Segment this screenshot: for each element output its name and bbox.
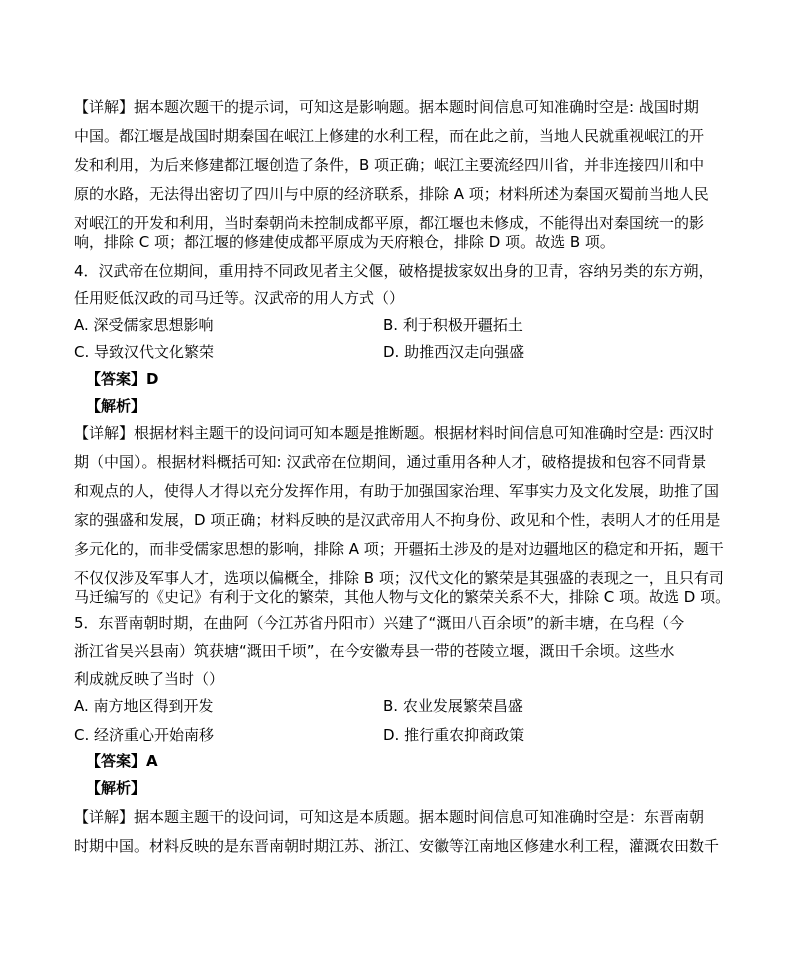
q5-option-d: D. 推行重农抑商政策 (383, 726, 525, 744)
q5-stem-line-1: 5．东晋南朝时期，在曲阿（今江苏省丹阳市）兴建了“溉田八百余顷”的新丰塘，在乌程（今 (74, 614, 685, 632)
q5-option-c: C. 经济重心开始南移 (74, 726, 215, 744)
q5-option-b: B. 农业发展繁荣昌盛 (383, 697, 523, 715)
q5-stem-line-3: 利成就反映了当时（） (74, 670, 225, 688)
q4-analysis-label: 【解析】 (86, 397, 147, 415)
q4-analysis-line-6: 不仅仅涉及军事人才，选项以偏概全，排除 B 项；汉代文化的繁荣是其强盛的表现之一，且只有司 (74, 569, 724, 587)
q5-answer: 【答案】A (86, 752, 158, 770)
q4-analysis-line-3: 和观点的人，使得人才得以充分发挥作用，有助于加强国家治理、军事实力及文化发展，助推了国 (74, 482, 720, 500)
q4-option-d: D. 助推西汉走向强盛 (383, 343, 525, 361)
q5-analysis-line-2: 时期中国。材料反映的是东晋南朝时期江苏、浙江、安徽等江南地区修建水利工程，灌溉农田数千 (74, 837, 720, 855)
q5-option-a: A. 南方地区得到开发 (74, 697, 214, 715)
q4-stem-line-1: 4．汉武帝在位期间，重用持不同政见者主父偃，破格提拔家奴出身的卫青，容纳另类的东方朔， (74, 262, 714, 280)
q4-stem-line-2: 任用贬低汉政的司马迁等。汉武帝的用人方式（） (74, 289, 405, 307)
q3-analysis-line-5: 对岷江的开发和利用，当时秦朝尚未控制成都平原，都江堰也未修成，不能得出对秦国统一的影 (74, 214, 705, 232)
q5-stem-line-2: 浙江省吴兴县南）筑获塘“溉田千顷”，在今安徽寿县一带的苍陵立堰，溉田千余顷。这些水 (74, 642, 675, 660)
q4-option-a: A. 深受儒家思想影响 (74, 316, 214, 334)
q4-analysis-line-7: 马迁编写的《史记》有利于文化的繁荣，其他人物与文化的繁荣关系不大，排除 C 项。故选 D 项。 (74, 588, 731, 606)
q4-answer: 【答案】D (86, 370, 159, 388)
q4-analysis-line-1: 【详解】根据材料主题干的设问词可知本题是推断题。根据材料时间信息可知准确时空是: 西汉时 (74, 424, 714, 442)
q4-option-c: C. 导致汉代文化繁荣 (74, 343, 215, 361)
q4-analysis-line-4: 家的强盛和发展，D 项正确；材料反映的是汉武帝用人不拘身份、政见和个性，表明人才的任用是 (74, 511, 721, 529)
q5-analysis-label: 【解析】 (86, 779, 147, 797)
q3-analysis-line-3: 发和利用，为后来修建都江堰创造了条件，B 项正确；岷江主要流经四川省，并非连接四川和中 (74, 156, 705, 174)
q3-analysis-line-4: 原的水路，无法得出密切了四川与中原的经济联系，排除 A 项；材料所述为秦国灭蜀前当地人民 (74, 185, 709, 203)
q5-analysis-line-1: 【详解】据本题主题干的设问词，可知这是本质题。据本题时间信息可知准确时空是：东晋南朝 (74, 808, 705, 826)
q4-analysis-line-2: 期（中国）。根据材料概括可知: 汉武帝在位期间，通过重用各种人才，破格提拔和包容不同背景 (74, 453, 707, 471)
q4-analysis-line-5: 多元化的，而非受儒家思想的影响，排除 A 项；开疆拓土涉及的是对边疆地区的稳定和开拓，题干 (74, 540, 724, 558)
q4-option-b: B. 利于积极开疆拓土 (383, 316, 523, 334)
q3-analysis-line-6: 响，排除 C 项；都江堰的修建使成都平原成为天府粮仓，排除 D 项。故选 B 项。 (74, 233, 615, 251)
q3-analysis-line-1: 【详解】据本题次题干的提示词，可知这是影响题。据本题时间信息可知准确时空是: 战国时期 (74, 98, 699, 116)
q3-analysis-line-2: 中国。都江堰是战国时期秦国在岷江上修建的水利工程，而在此之前，当地人民就重视岷江的开 (74, 127, 705, 145)
